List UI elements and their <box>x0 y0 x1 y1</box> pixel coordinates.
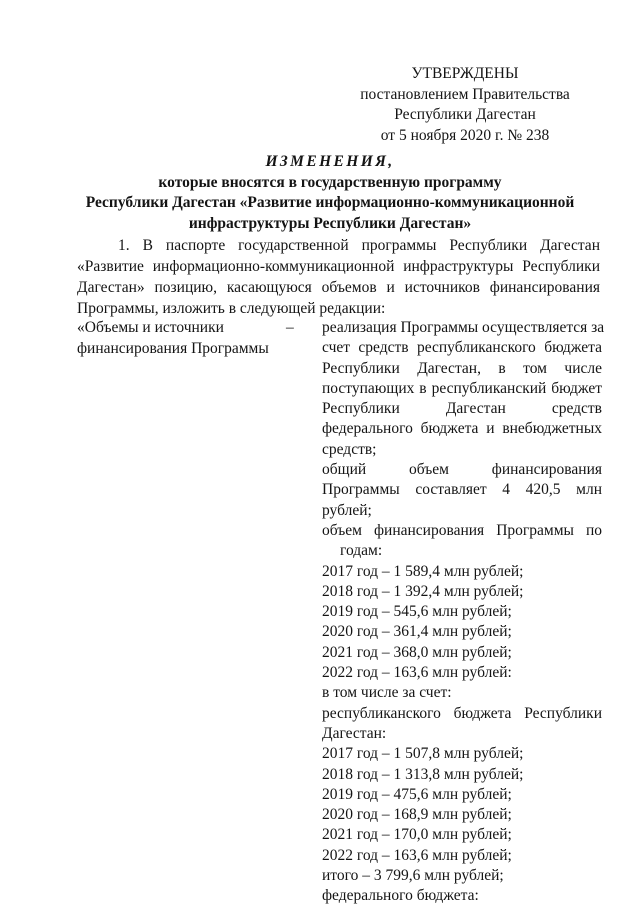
right-line: 2019 год – 545,6 млн рублей; <box>322 603 512 621</box>
right-line: 2017 год – 1 589,4 млн рублей; <box>322 562 524 580</box>
right-line: средств; <box>322 440 377 458</box>
table-right-column <box>322 318 605 907</box>
right-line: 2020 год – 361,4 млн рублей; <box>322 623 512 641</box>
right-line: Программы составляет 4 420,5 млн <box>322 481 602 499</box>
right-line: в том числе за счет: <box>322 684 452 702</box>
table-left-column <box>77 318 277 359</box>
left-label-1: «Объемы и источники <box>77 319 224 336</box>
right-line: 2020 год – 168,9 млн рублей; <box>322 806 512 824</box>
right-line: итого – 3 799,6 млн рублей; <box>322 867 504 885</box>
right-line: 2018 год – 1 313,8 млн рублей; <box>322 765 524 783</box>
title-line-3: инфраструктуры Республики Дагестан» <box>188 214 472 232</box>
document-title <box>60 152 600 234</box>
approval-block <box>340 64 590 146</box>
paragraph-1 <box>77 235 600 319</box>
right-line: 2022 год – 163,6 млн рублей; <box>322 846 512 864</box>
right-line: республиканского бюджета Республики <box>322 704 602 722</box>
title-line-1: которые вносятся в государственную программу <box>158 173 502 191</box>
approval-heading: УТВЕРЖДЕНЫ <box>411 65 519 82</box>
right-line: объем финансирования Программы по <box>322 521 602 539</box>
right-line: счет средств республиканского бюджета <box>322 339 602 357</box>
approval-republic: Республики Дагестан <box>394 106 536 123</box>
right-line: общий объем финансирования <box>322 461 602 479</box>
approval-date: от 5 ноября 2020 г. № 238 <box>380 126 550 144</box>
right-line: федерального бюджета и внебюджетных <box>322 420 602 438</box>
right-line: 2017 год – 1 507,8 млн рублей; <box>322 745 524 763</box>
paragraph-line: Дагестан» позицию, касающуюся объемов и источников финансирования <box>77 279 600 296</box>
right-line: 2018 год – 1 392,4 млн рублей; <box>322 582 524 600</box>
right-line: реализация Программы осуществляется за <box>322 319 605 336</box>
paragraph-line: 1. В паспорте государственной программы Республики Дагестан <box>118 237 600 254</box>
right-line: федерального бюджета: <box>322 887 479 905</box>
right-line: рублей; <box>322 501 372 519</box>
title-heading: ИЗМЕНЕНИЯ, <box>265 153 395 170</box>
paragraph-line: «Развитие информационно-коммуникационной инфраструктуры Республики <box>77 258 600 275</box>
approval-decree: постановлением Правительства <box>360 85 570 103</box>
right-line: поступающих в республиканский бюджет <box>322 379 602 397</box>
right-line: годам: <box>340 542 383 560</box>
left-label-2: финансирования Программы <box>77 339 269 357</box>
paragraph-line: Программы, изложить в следующей редакции: <box>77 300 386 317</box>
right-line: 2022 год – 163,6 млн рублей: <box>322 664 512 682</box>
right-line: 2021 год – 170,0 млн рублей; <box>322 826 512 844</box>
right-line: 2021 год – 368,0 млн рублей; <box>322 643 512 661</box>
table-dash: – <box>286 319 294 336</box>
right-line: Республики Дагестан средств <box>322 400 602 418</box>
right-line: Республики Дагестан, в том числе <box>322 359 602 377</box>
title-line-2: Республики Дагестан «Развитие информационно-коммуникационной <box>85 194 575 211</box>
right-line: Дагестан: <box>322 724 387 742</box>
right-line: 2019 год – 475,6 млн рублей; <box>322 785 512 803</box>
